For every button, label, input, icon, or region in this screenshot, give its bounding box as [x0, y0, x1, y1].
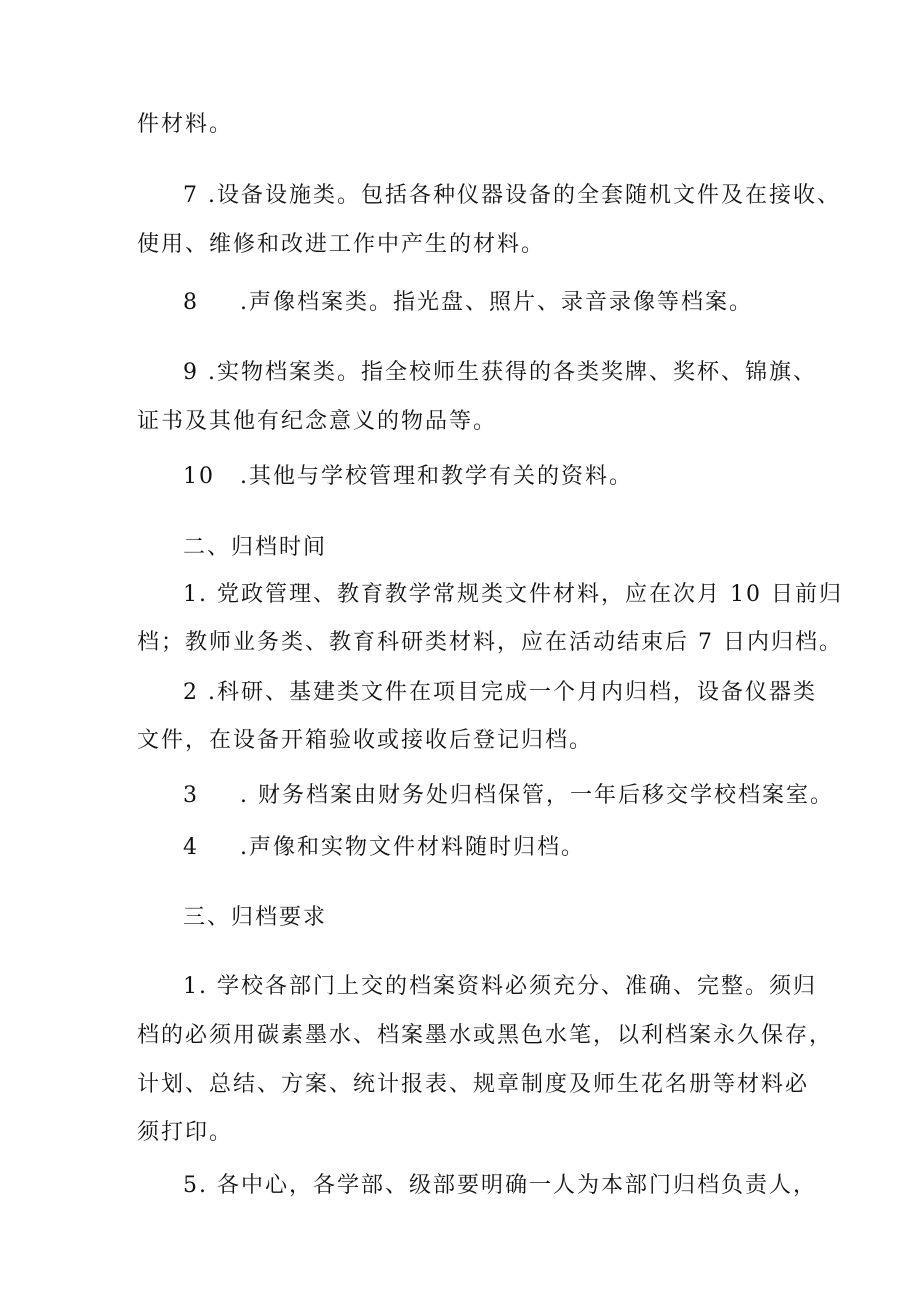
requirement-item-1-line-3: 计划、总结、方案、统计报表、规章制度及师生花名册等材料必 [137, 1072, 810, 1097]
list-item-9-line-1: 9 .实物档案类。指全校师生获得的各类奖牌、奖杯、锦旗、 [183, 360, 817, 385]
list-item-10-number: 10 [183, 464, 215, 489]
list-item-8-number: 8 [183, 290, 199, 315]
section-heading-2: 二、归档时间 [183, 535, 328, 560]
requirement-item-1-line-2: 档的必须用碳素墨水、档案墨水或黑色水笔，以利档案永久保存， [137, 1023, 834, 1048]
requirement-item-1-line-1: 1. 学校各部门上交的档案资料必须充分、准确、完整。须归 [183, 974, 817, 999]
timing-item-2-line-2: 文件，在设备开箱验收或接收后登记归档。 [137, 728, 594, 753]
timing-item-1-line-2: 档；教师业务类、教育科研类材料，应在活动结束后 7 日内归档。 [137, 630, 843, 655]
list-item-7-line-2: 使用、维修和改进工作中产生的材料。 [137, 232, 546, 257]
list-item-8-text: .声像档案类。指光盘、照片、录音录像等档案。 [240, 290, 753, 315]
timing-item-3-number: 3 [183, 783, 199, 808]
timing-item-1-line-1: 1. 党政管理、教育教学常规类文件材料，应在次月 10 日前归 [183, 582, 843, 607]
text-line: 件材料。 [137, 112, 234, 137]
list-item-7-line-1: 7 .设备设施类。包括各种仪器设备的全套随机文件及在接收、 [183, 183, 841, 208]
timing-item-3-text: . 财务档案由财务处归档保管，一年后移交学校档案室。 [240, 783, 834, 808]
requirement-item-1-line-4: 须打印。 [137, 1120, 234, 1145]
section-heading-3: 三、归档要求 [183, 905, 328, 930]
timing-item-4-text: .声像和实物文件材料随时归档。 [240, 835, 585, 860]
timing-item-2-line-1: 2 .科研、基建类文件在项目完成一个月内归档，设备仪器类 [183, 680, 817, 705]
list-item-10-text: .其他与学校管理和教学有关的资料。 [240, 464, 633, 489]
timing-item-4-number: 4 [183, 835, 199, 860]
requirement-item-5-line-1: 5. 各中心，各学部、级部要明确一人为本部门归档负责人， [183, 1173, 817, 1198]
list-item-9-line-2: 证书及其他有纪念意义的物品等。 [137, 409, 498, 434]
